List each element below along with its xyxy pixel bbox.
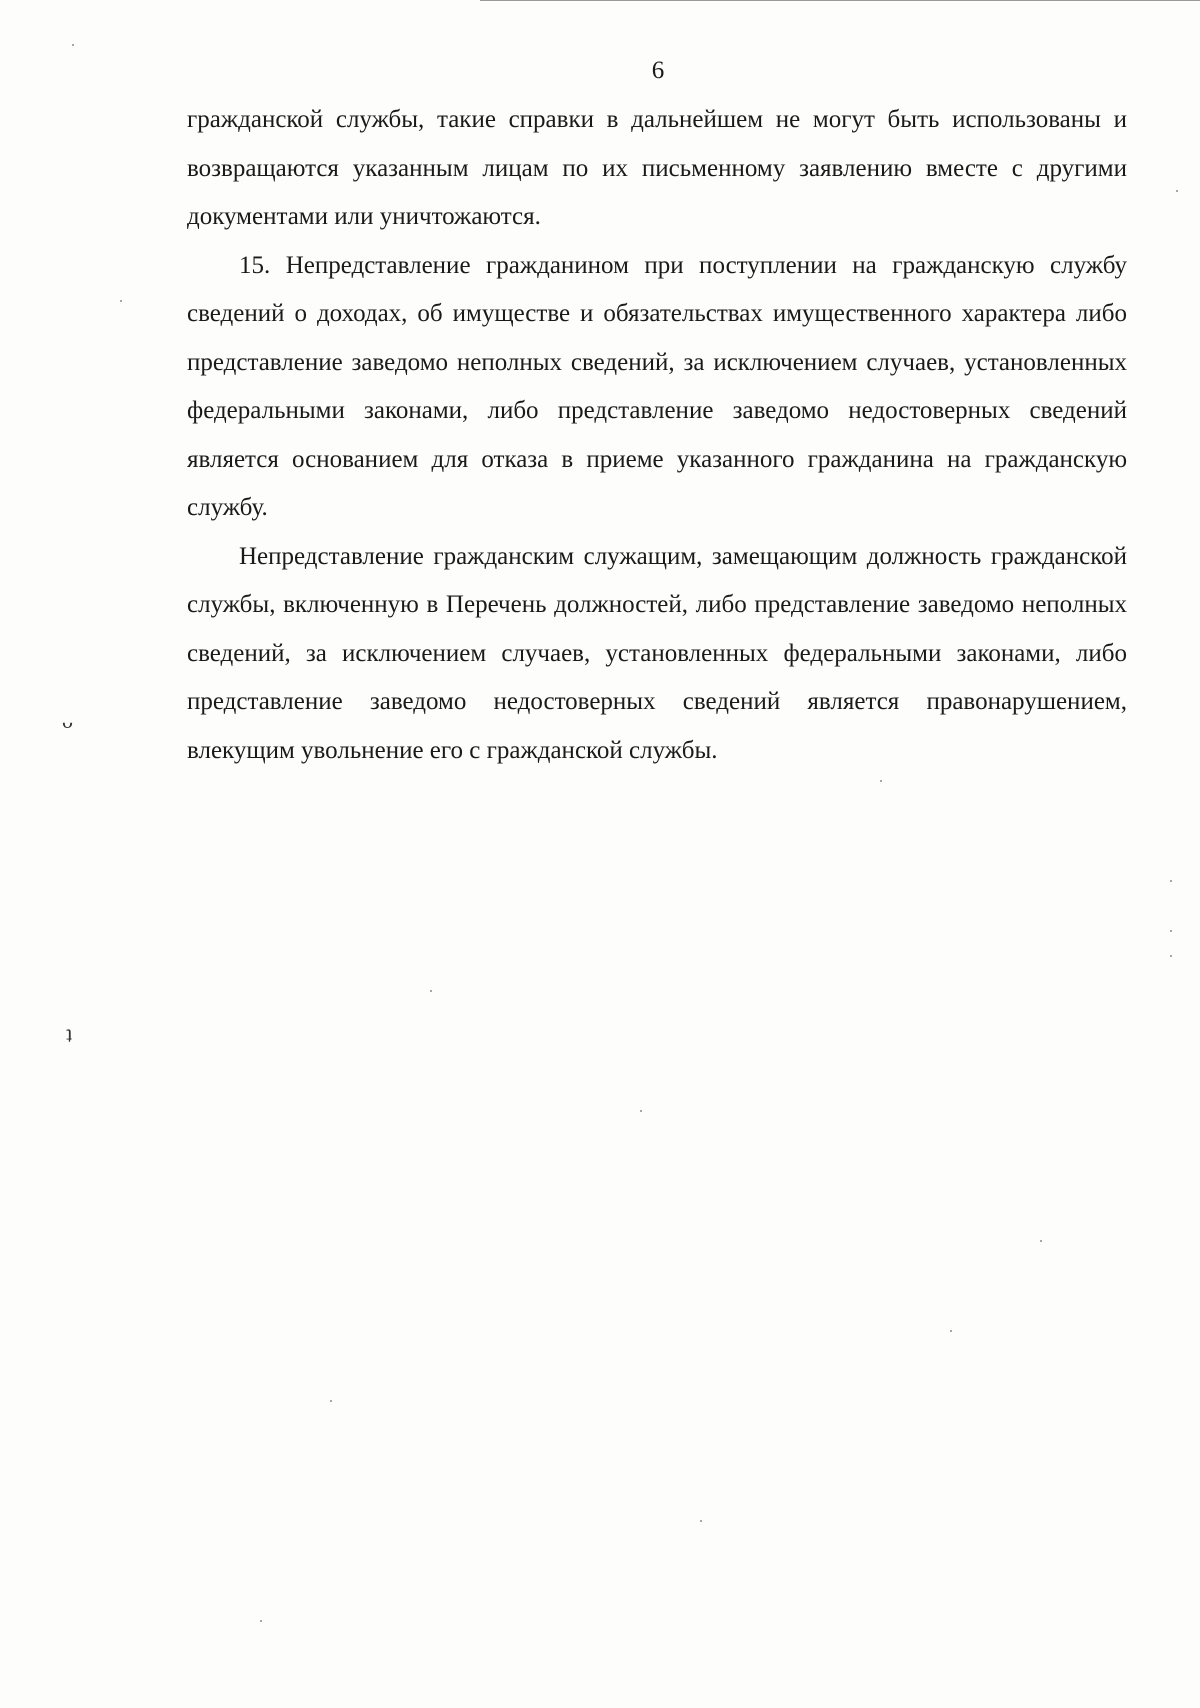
paragraph-15: 15. Непредставление гражданином при поступлении на гражданскую службу сведений о доходах, об имуществе и обязательствах имущественного характера либо представление заведомо неполных сведений, за исключением случаев, установленных федеральными законами, либо представление заведомо недостоверных сведений является основанием для отказа в приеме указанного гражданина на гражданскую службу. — [187, 251, 1127, 521]
scan-speck — [72, 44, 74, 46]
scan-speck — [1170, 930, 1172, 932]
scan-speck — [1170, 880, 1172, 882]
scan-speck — [260, 1620, 262, 1622]
body-text — [187, 96, 1127, 775]
scan-mark: ᴗ — [62, 708, 73, 733]
top-edge-line — [480, 0, 1200, 1]
scan-speck — [330, 1400, 332, 1402]
scan-speck — [640, 1110, 642, 1112]
scan-speck — [120, 300, 122, 302]
page-number: 6 — [651, 57, 665, 84]
scan-speck — [950, 1330, 952, 1332]
scan-speck — [1040, 1240, 1042, 1242]
paragraph-nonsubmission-servant: Непредставление гражданским служащим, замещающим должность гражданской службы, включенную в Перечень должностей, либо представление заведомо неполных сведений, за исключением случаев, установленных федеральными законами, либо представление заведомо недостоверных сведений является правонарушением, влекущим увольнение его с гражданской службы. — [187, 542, 1127, 764]
scan-speck — [430, 990, 432, 992]
scan-speck — [1170, 955, 1172, 957]
scan-speck — [1176, 190, 1178, 192]
scan-speck — [880, 780, 882, 782]
scan-speck — [700, 1520, 702, 1522]
scan-mark: ʇ — [66, 1022, 73, 1047]
paragraph-continuation: гражданской службы, такие справки в дальнейшем не могут быть использованы и возвращаются указанным лицам по их письменному заявлению вместе с другими документами или уничтожаются. — [187, 106, 1127, 230]
